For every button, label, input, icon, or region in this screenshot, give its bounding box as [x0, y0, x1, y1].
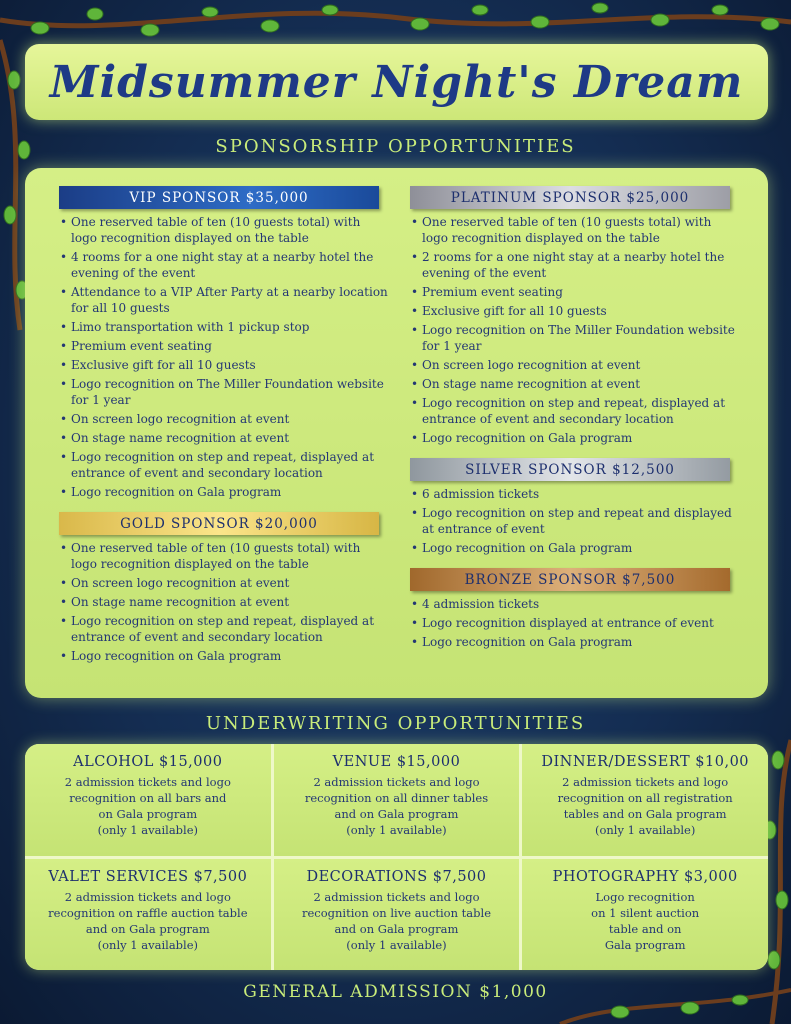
underwriting-line: Logo recognition	[595, 889, 695, 904]
benefit-item: • On screen logo recognition at event	[71, 411, 389, 427]
underwriting-cell	[522, 744, 768, 856]
benefit-item: • Logo recognition on step and repeat, displayed at entrance of event and secondary location	[71, 449, 389, 481]
benefit-item: • On stage name recognition at event	[71, 594, 389, 610]
underwriting-line: 2 admission tickets and logo	[562, 775, 729, 789]
benefit-item: • Logo recognition on step and repeat and displayed at entrance of event	[422, 505, 740, 537]
underwriting-grid	[25, 744, 768, 970]
benefit-item: • Logo recognition on step and repeat, displayed at entrance of event and secondary location	[422, 395, 740, 427]
sponsor-column-right	[410, 186, 740, 662]
underwriting-line: (only 1 available)	[594, 823, 696, 837]
benefit-item: • 6 admission tickets	[422, 486, 740, 502]
underwriting-title: PHOTOGRAPHY $3,000	[552, 868, 738, 885]
underwriting-heading: UNDERWRITING OPPORTUNITIES	[205, 713, 586, 734]
benefit-item: • One reserved table of ten (10 guests total) with logo recognition displayed on the table	[422, 214, 740, 246]
benefit-item: • 2 rooms for a one night stay at a nearby hotel the evening of the event	[422, 249, 740, 281]
bronze-benefits	[410, 596, 740, 650]
benefit-item: • On screen logo recognition at event	[422, 357, 740, 373]
vip-sponsor-label: VIP SPONSOR $35,000	[59, 186, 379, 209]
benefit-item: • On stage name recognition at event	[422, 376, 740, 392]
page-title: Midsummer Night's Dream	[49, 56, 744, 108]
benefit-item: • Logo recognition on Gala program	[422, 540, 740, 556]
vip-tier	[59, 186, 389, 500]
silver-tier	[410, 458, 740, 556]
title-banner	[25, 44, 768, 120]
platinum-sponsor-label: PLATINUM SPONSOR $25,000	[410, 186, 730, 209]
underwriting-line: and on Gala program	[85, 921, 210, 936]
vip-benefits	[59, 214, 389, 500]
underwriting-desc	[274, 774, 520, 838]
underwriting-line: recognition on all bars and	[69, 791, 227, 805]
benefit-item: • Logo recognition on The Miller Foundation website for 1 year	[422, 322, 740, 354]
benefit-item: • 4 rooms for a one night stay at a nearby hotel the evening of the event	[71, 249, 389, 281]
underwriting-line: 2 admission tickets and logo	[313, 889, 480, 904]
gold-sponsor-label: GOLD SPONSOR $20,000	[59, 512, 379, 535]
benefit-item: • Logo recognition on Gala program	[422, 430, 740, 446]
bronze-tier	[410, 568, 740, 650]
benefit-item: • Logo recognition displayed at entrance of event	[422, 615, 740, 631]
underwriting-cell	[274, 744, 520, 856]
underwriting-line: 2 admission tickets and logo	[64, 889, 231, 904]
benefit-item: • Limo transportation with 1 pickup stop	[71, 319, 389, 335]
underwriting-desc	[274, 889, 520, 953]
underwriting-cell	[25, 859, 271, 971]
benefit-item: • On stage name recognition at event	[71, 430, 389, 446]
underwriting-line: recognition on raffle auction table	[48, 905, 248, 920]
underwriting-line: and on Gala program	[334, 807, 459, 821]
benefit-item: • Logo recognition on Gala program	[71, 648, 389, 664]
underwriting-line: (only 1 available)	[346, 937, 447, 952]
benefit-item: • Premium event seating	[422, 284, 740, 300]
sponsorship-panel	[25, 168, 768, 698]
benefit-item: • Attendance to a VIP After Party at a nearby location for all 10 guests	[71, 284, 389, 316]
underwriting-line: Gala program	[604, 937, 686, 952]
benefit-item: • One reserved table of ten (10 guests total) with logo recognition displayed on the table	[71, 540, 389, 572]
underwriting-title: VENUE $15,000	[332, 754, 461, 770]
benefit-item: • Logo recognition on The Miller Foundation website for 1 year	[71, 376, 389, 408]
underwriting-line: tables and on Gala program	[563, 807, 727, 821]
underwriting-cell	[522, 859, 768, 971]
underwriting-line: recognition on all dinner tables	[304, 791, 489, 805]
benefit-item: • Logo recognition on step and repeat, displayed at entrance of event and secondary location	[71, 613, 389, 645]
underwriting-desc	[25, 889, 271, 953]
silver-benefits	[410, 486, 740, 556]
underwriting-title: DECORATIONS $7,500	[306, 868, 487, 885]
underwriting-line: on Gala program	[98, 807, 198, 821]
platinum-tier	[410, 186, 740, 446]
underwriting-cell	[25, 744, 271, 856]
underwriting-title: ALCOHOL $15,000	[73, 754, 223, 770]
benefit-item: • Exclusive gift for all 10 guests	[71, 357, 389, 373]
underwriting-title: DINNER/DESSERT $10,00	[541, 754, 750, 770]
benefit-item: • Exclusive gift for all 10 guests	[422, 303, 740, 319]
underwriting-line: recognition on all registration	[557, 791, 733, 805]
benefit-item: • One reserved table of ten (10 guests total) with logo recognition displayed on the table	[71, 214, 389, 246]
underwriting-cell	[274, 859, 520, 971]
general-admission: GENERAL ADMISSION $1,000	[243, 982, 548, 1002]
underwriting-desc	[522, 889, 768, 953]
underwriting-line: (only 1 available)	[97, 937, 199, 952]
underwriting-line: (only 1 available)	[346, 823, 447, 837]
benefit-item: • 4 admission tickets	[422, 596, 740, 612]
underwriting-line: 2 admission tickets and logo	[313, 775, 480, 789]
sponsor-column-left	[59, 186, 389, 676]
underwriting-line: table and on	[608, 921, 682, 936]
gold-tier	[59, 512, 389, 664]
silver-sponsor-label: SILVER SPONSOR $12,500	[410, 458, 730, 481]
benefit-item: • Logo recognition on Gala program	[71, 484, 389, 500]
underwriting-line: on 1 silent auction	[591, 905, 700, 920]
underwriting-line: 2 admission tickets and logo	[64, 775, 231, 789]
underwriting-desc	[25, 774, 271, 838]
platinum-benefits	[410, 214, 740, 446]
benefit-item: • Logo recognition on Gala program	[422, 634, 740, 650]
underwriting-line: recognition on live auction table	[301, 905, 491, 920]
underwriting-line: and on Gala program	[334, 921, 459, 936]
bronze-sponsor-label: BRONZE SPONSOR $7,500	[410, 568, 730, 591]
underwriting-line: (only 1 available)	[97, 823, 199, 837]
benefit-item: • Premium event seating	[71, 338, 389, 354]
underwriting-desc	[522, 774, 768, 838]
sponsorship-heading: SPONSORSHIP OPPORTUNITIES	[215, 136, 576, 157]
underwriting-title: VALET SERVICES $7,500	[48, 868, 248, 885]
benefit-item: • On screen logo recognition at event	[71, 575, 389, 591]
gold-benefits	[59, 540, 389, 664]
